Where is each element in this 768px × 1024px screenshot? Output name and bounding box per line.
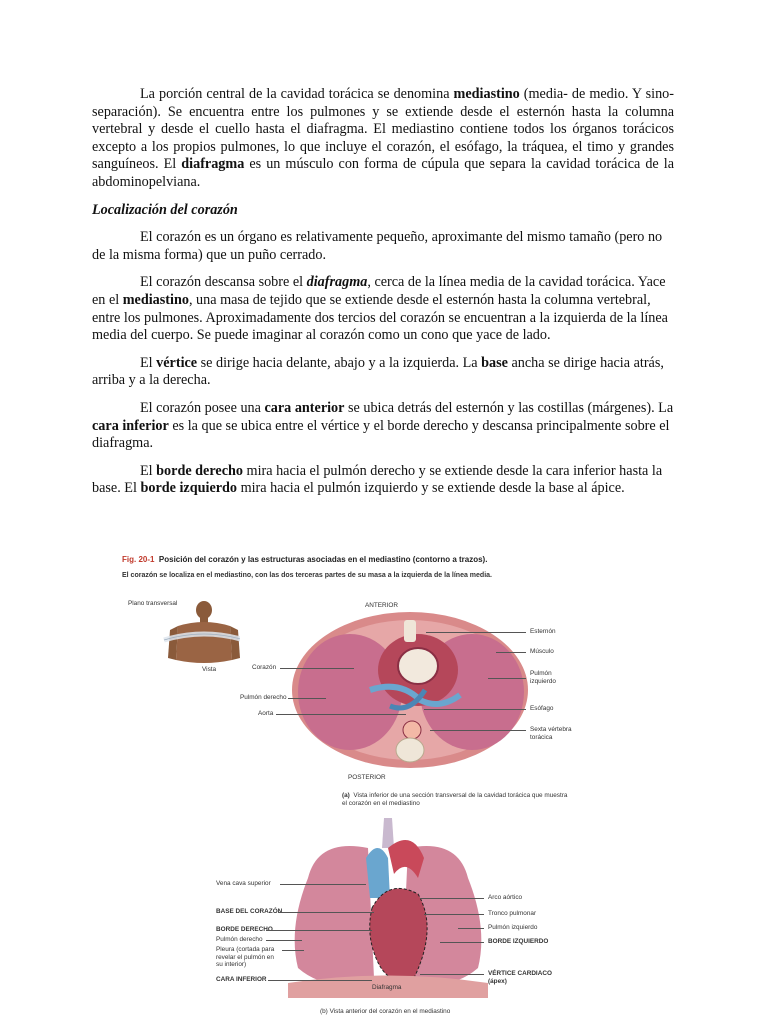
text-run: , cerca de la línea media de la cavidad torácica. Yace en el	[92, 274, 666, 308]
bold-term: vértice	[156, 354, 198, 371]
label-pulmon-izquierdo: Pulmón izquierdo	[530, 670, 556, 685]
label-diafragma: Diafragma	[372, 984, 402, 991]
paragraph-descansa	[92, 274, 674, 344]
caption-a	[342, 792, 568, 807]
text-run: ancha se dirige hacia atrás, arriba y a la derecha.	[92, 354, 664, 389]
label-base-corazon: BASE DEL CORAZÓN	[216, 908, 283, 915]
text-run: mira hacia el pulmón derecho y se extiende desde la cara inferior hasta la base. El	[92, 462, 663, 497]
label-plano-transversal: Plano transversal	[128, 600, 178, 607]
label-borde-izquierdo: BORDE IZQUIERDO	[488, 938, 549, 945]
label-esofago: Esófago	[530, 705, 554, 712]
bold-term: cara anterior	[264, 399, 345, 416]
bold-term: base	[481, 354, 508, 371]
document-body	[92, 86, 674, 508]
label-aorta: Aorta	[258, 710, 274, 717]
text-run: se dirige hacia delante, abajo y a la izquierda. La	[197, 354, 482, 371]
text-run: se ubica detrás del esternón y las costillas (márgenes). La	[344, 399, 674, 416]
bold-term: diafragma	[181, 156, 245, 173]
text-run: El	[140, 354, 157, 371]
label-musculo: Músculo	[530, 648, 554, 655]
label-arco-aortico: Arco aórtico	[488, 894, 523, 901]
label-vena-cava: Vena cava superior	[216, 880, 271, 887]
label-pulmon-derecho: Pulmón derecho	[240, 694, 287, 701]
text-run: El corazón posee una	[140, 399, 265, 416]
bold-italic-term: diafragma	[306, 274, 368, 291]
label-anterior: ANTERIOR	[365, 602, 399, 609]
figure-number: Fig. 20-1	[122, 555, 155, 564]
paragraph-tamano: El corazón es un órgano es relativamente pequeño, aproximante del mismo tamaño (pero no de la misma forma) que un puño cerrado.	[92, 229, 663, 263]
text-run: La porción central de la cavidad torácica se denomina	[140, 86, 454, 102]
transverse-section-illustration	[290, 610, 530, 770]
paragraph-vertice	[92, 355, 674, 390]
text-run: El corazón descansa sobre el	[140, 274, 307, 291]
text-run: , una masa de tejido que se extiende desde el esternón hasta la columna vertebral, entre los pulmones. Aproximadamente dos tercios del corazón se encuentran a la izquierda de la línea media del cuerpo. Se puede imaginar al corazón como un cono que yace de lado.	[92, 291, 668, 344]
paragraph-mediastino	[92, 86, 674, 192]
bold-term: cara inferior	[92, 417, 169, 434]
bold-term: mediastino	[453, 86, 520, 102]
caption-tag: (a)	[342, 792, 350, 799]
label-pleura: Pleura (cortada para revelar el pulmón en su interior)	[216, 946, 275, 968]
caption-a-text: Vista inferior de una sección transversal de la cavidad torácica que muestra el corazón en el mediastino	[342, 792, 568, 807]
figure-subtitle: El corazón se localiza en el mediastino, con las dos terceras partes de su masa a la izquierda de la línea media.	[122, 572, 492, 579]
text-run: (media- de medio. Y sino- separación). Se encuentra entre los pulmones y se extiende desde el esternón hasta la columna vertebral y desde el cuello hasta el diafragma. El mediastino contiene todos los órganos torácicos excepto a los propios pulmones, lo que incluye el corazón, el esófago, la tráquea, el timo y grandes sanguíneos. El	[92, 86, 674, 173]
torso-inset-illustration	[160, 600, 240, 672]
figure-title	[122, 555, 487, 564]
bold-term: borde izquierdo	[140, 480, 238, 497]
label-corazon: Corazón	[252, 664, 277, 671]
paragraph-caras	[92, 400, 674, 453]
anterior-view-illustration	[288, 818, 488, 998]
label-pulmon-izquierdo-b: Pulmón izquierdo	[488, 924, 538, 931]
label-borde-derecho: BORDE DERECHO	[216, 926, 273, 933]
label-pulmon-derecho-b: Pulmón derecho	[216, 936, 263, 943]
bold-term: borde derecho	[156, 462, 243, 479]
text-run: mira hacia el pulmón izquierdo y se extiende desde la base al ápice.	[237, 480, 625, 497]
label-posterior: POSTERIOR	[348, 774, 386, 781]
section-heading: Localización del corazón	[92, 201, 238, 218]
anatomy-figure	[120, 552, 580, 1022]
figure-title-text: Posición del corazón y las estructuras asociadas en el mediastino (contorno a trazos).	[158, 555, 488, 564]
label-vista: Vista	[202, 666, 217, 673]
text-run: es un músculo con forma de cúpula que separa la cavidad torácica de la abdominopelviana.	[92, 156, 674, 190]
paragraph-bordes	[92, 463, 674, 498]
text-run: El	[140, 462, 157, 479]
bold-term: mediastino	[122, 291, 189, 308]
caption-b: (b) Vista anterior del corazón en el mediastino	[320, 1008, 451, 1015]
label-esternon: Esternón	[530, 628, 556, 635]
label-cara-inferior: CARA INFERIOR	[216, 976, 267, 983]
label-vertice-cardiaco: VÉRTICE CARDIACO (ápex)	[488, 970, 552, 985]
label-tronco-pulmonar: Tronco pulmonar	[488, 910, 537, 917]
label-sexta-vertebra: Sexta vértebra torácica	[530, 726, 572, 741]
text-run: es la que se ubica entre el vértice y el borde derecho y descansa principalmente sobre el diafragma.	[92, 417, 670, 452]
